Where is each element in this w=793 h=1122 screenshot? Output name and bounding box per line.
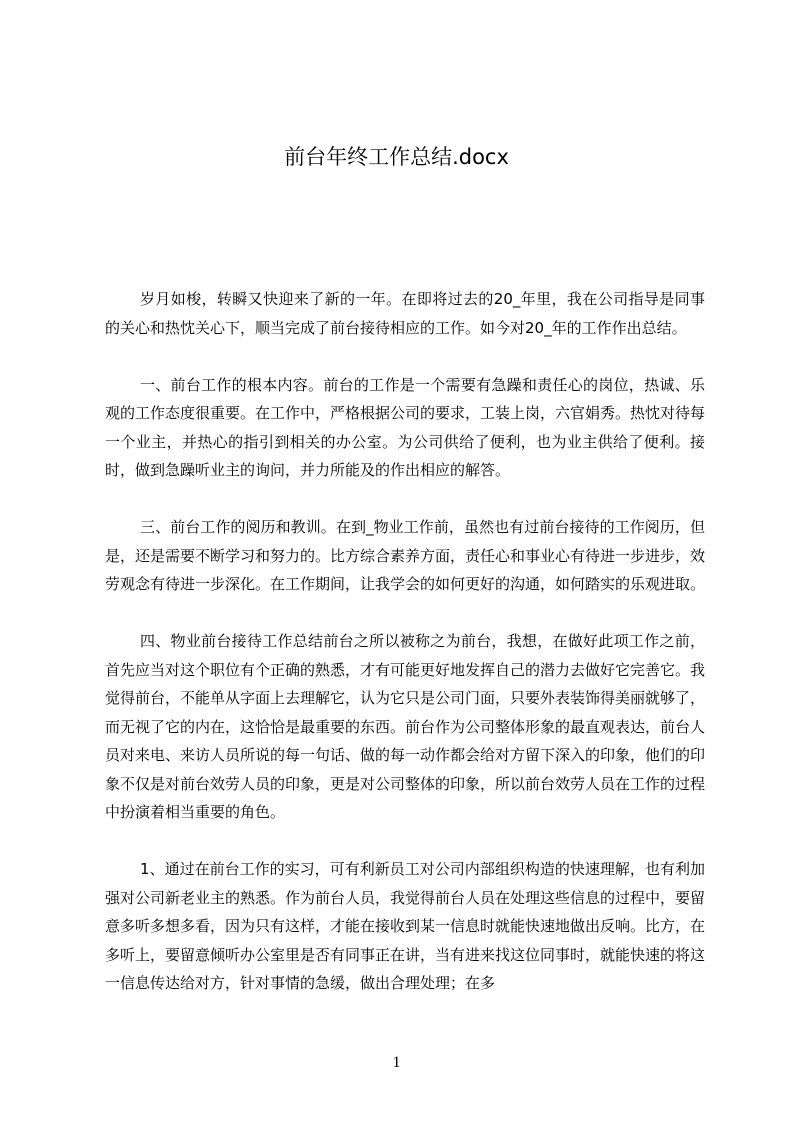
document-title: 前台年终工作总结.docx: [284, 145, 509, 169]
paragraph: 1、通过在前台工作的实习，可有利新员工对公司内部组织构造的快速理解，也有利加强对公司新老业主的熟悉。作为前台人员，我觉得前台人员在处理这些信息的过程中，要留意多听多想多看，因为只有这样，才能在接收到某一信息时就能快速地做出反响。比方，在多听上，要留意倾听办公室里是否有同事正在讲，当有进来找这位同事时，就能快速的将这一信息传达给对方，针对事情的急缓，做出合理处理；在多: [105, 860, 706, 992]
document-body: [105, 285, 705, 998]
paragraph: 四、物业前台接待工作总结前台之所以被称之为前台，我想，在做好此项工作之前，首先应当对这个职位有个正确的熟悉，才有可能更好地发挥自己的潜力去做好它完善它。我觉得前台，不能单从字面上去理解它，认为它只是公司门面，只要外表装饰得美丽就够了，而无视了它的内在，这恰恰是最重要的东西。前台作为公司整体形象的最直观表达，前台人员对来电、来访人员所说的每一句话、做的每一动作都会给对方留下深入的印象，他们的印象不仅是对前台效劳人员的印象，更是对公司整体的印象，所以前台效劳人员在工作的过程中扮演着相当重要的角色。: [105, 632, 706, 821]
page-number: 1: [392, 1054, 401, 1071]
paragraph: 岁月如梭，转瞬又快迎来了新的一年。在即将过去的20_年里，我在公司指导是同事的关心和热忱关心下，顺当完成了前台接待相应的工作。如今对20_年的工作作出总结。: [105, 290, 705, 337]
paragraph: 一、前台工作的根本内容。前台的工作是一个需要有急躁和责任心的岗位，热诚、乐观的工作态度很重要。在工作中，严格根据公司的要求，工装上岗，六官娟秀。热忱对待每一个业主，并热心的指引到相关的办公室。为公司供给了便利，也为业主供给了便利。接时，做到急躁听业主的询问，并力所能及的作出相应的解答。: [105, 375, 706, 479]
paragraph: 三、前台工作的阅历和教训。在到_物业工作前，虽然也有过前台接待的工作阅历，但是，还是需要不断学习和努力的。比方综合素养方面，责任心和事业心有待进一步进步，效劳观念有待进一步深化。在工作期间，让我学会的如何更好的沟通，如何踏实的乐观进取。: [105, 518, 706, 593]
